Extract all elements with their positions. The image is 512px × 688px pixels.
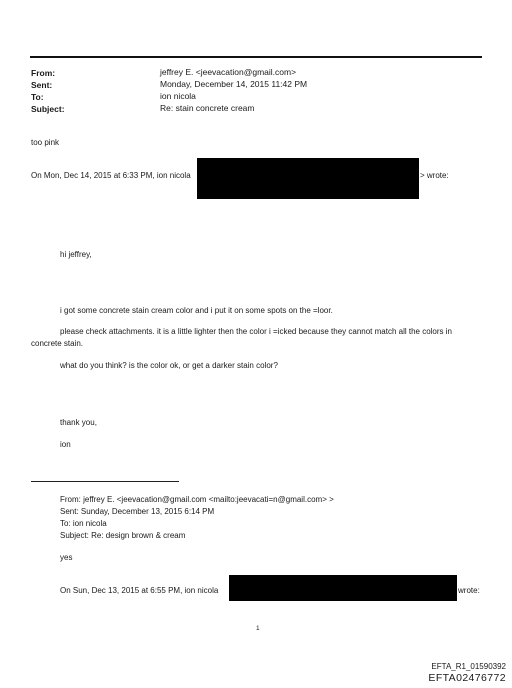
redaction-block	[229, 575, 457, 601]
signature: ion	[60, 440, 71, 449]
subject-value: Re: stain concrete cream	[160, 103, 255, 113]
forwarded-sent: Sent: Sunday, December 13, 2015 6:14 PM	[60, 507, 215, 516]
paragraph-2-line-1: please check attachments. it is a little lighter then the color i =icked because they cannot match all the colors in	[60, 327, 452, 336]
from-label: From:	[31, 68, 56, 78]
forwarded-from: From: jeffrey E. <jeevacation@gmail.com <mailto:jeevacati=n@gmail.com> >	[60, 495, 334, 504]
header-rule	[30, 56, 482, 58]
sent-label: Sent:	[31, 80, 53, 90]
paragraph-3: what do you think? is the color ok, or get a darker stain color?	[60, 361, 278, 370]
subject-label: Subject:	[31, 104, 65, 114]
to-label: To:	[31, 92, 44, 102]
separator-rule	[31, 481, 179, 482]
quote-intro: On Mon, Dec 14, 2015 at 6:33 PM, ion nicola	[31, 171, 191, 180]
paragraph-1: i got some concrete stain cream color and i put it on some spots on the =loor.	[60, 306, 333, 315]
sent-value: Monday, December 14, 2015 11:42 PM	[160, 79, 308, 89]
forwarded-quote-intro: On Sun, Dec 13, 2015 at 6:55 PM, ion nicola	[60, 586, 219, 595]
paragraph-2-line-2: concrete stain.	[31, 339, 84, 348]
forwarded-reply: yes	[60, 553, 73, 562]
forwarded-subject: Subject: Re: design brown & cream	[60, 531, 186, 540]
greeting: hi jeffrey,	[60, 250, 92, 259]
quote-intro-end: > wrote:	[420, 171, 449, 180]
closing: thank you,	[60, 418, 97, 427]
forwarded-to: To: ion nicola	[60, 519, 107, 528]
footer-id-2: EFTA02476772	[428, 672, 506, 684]
redaction-block	[197, 158, 419, 199]
forwarded-quote-end: wrote:	[458, 586, 480, 595]
reply-text: too pink	[31, 138, 60, 147]
to-value: ion nicola	[160, 91, 196, 101]
page-number: 1	[256, 625, 260, 632]
footer-id-1: EFTA_R1_01590392	[431, 662, 506, 671]
from-value: jeffrey E. <jeevacation@gmail.com>	[160, 67, 297, 77]
